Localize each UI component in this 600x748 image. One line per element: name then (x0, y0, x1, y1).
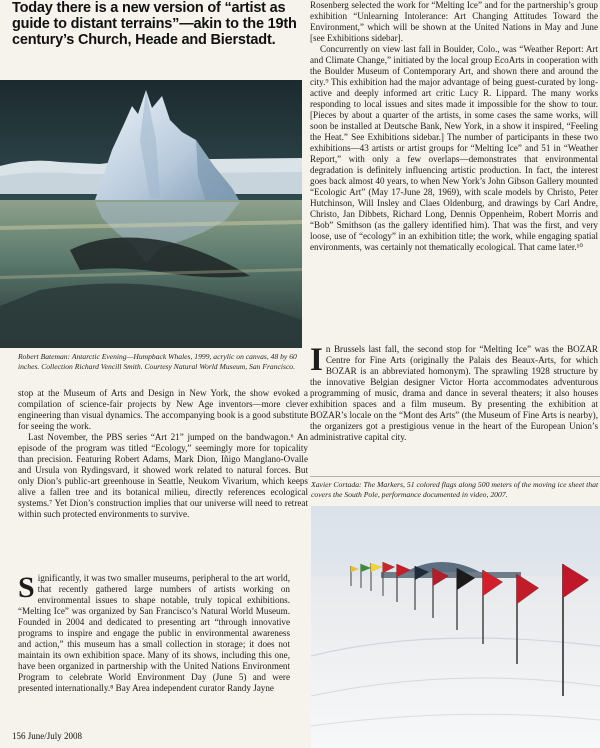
drop-cap: S (18, 571, 35, 604)
markers-flags-photo (311, 506, 600, 748)
divider (310, 476, 600, 477)
pull-quote: Today there is a new version of “artist as guide to distant terrains”—akin to the 19th century’s Church, Heade and Bierstadt. (12, 0, 297, 48)
paragraph: Rosenberg selected the work for “Melting Ice” and for the partnership’s group exhibition “Unlearning Intolerance: Art Changing Attitudes Toward the Environment,” which will be shown at the United Nations in May and June [see Exhibitions sidebar]. (310, 0, 598, 43)
article-column-left-mid (18, 388, 308, 520)
article-column-right-mid (310, 344, 598, 443)
paragraph-text: ignificantly, it was two smaller museums, peripheral to the art world, that recently gathered large numbers of artists working on environmental issues to shape notable, truly topical exhibitions. “Melting Ice” was organized by San Francisco’s Natural World Museum. Founded in 2004 and dedicated to presenting art “through innovative programs to inspire and engage the public in environmental awareness and action,” this museum has a small collection in storage; it does not maintain its own exhibition space. Many of its shows, including this one, have been organized in partnership with the United Nations Environment Program to celebrate World Environment Day (June 5) and were presented internationally.⁸ Bay Area independent curator Randy Jayne (18, 573, 290, 693)
paragraph (310, 344, 598, 443)
article-column-right-top (310, 0, 598, 253)
page-folio: 156 June/July 2008 (12, 731, 83, 741)
painting-caption: Robert Bateman: Antarctic Evening—Humpback Whales, 1999, acrylic on canvas, 48 by 60 inches. Collection Richard Vencill Smith. Courtesy Natural World Museum, San Francisco. (18, 352, 297, 371)
painting-image (0, 80, 302, 348)
article-column-left-bottom (18, 573, 290, 694)
photo-caption: Xavier Cortada: The Markers, 51 colored flags along 500 meters of the moving ice sheet that covers the South Pole, performance documented in video, 2007. (311, 480, 599, 499)
paragraph: Concurrently on view last fall in Boulder, Colo., was “Weather Report: Art and Climate Change,” initiated by the local group EcoArts in cooperation with the Boulder Museum of Contemporary Art, and shown there and around the city.⁹ This exhibition had the major advantage of being guest-curated by long-active and deeply informed art critic Lucy R. Lippard. The many works responding to local issues and sites made it impossible for the show to tour. [Pieces by about a quarter of the artists, in some cases the same works, will soon be installed at Deutsche Bank, New York, in a show it inspired, “Feeling the Heat.” See Exhibitions sidebar.] The number of participants in these two exhibitions—43 artists or artist groups for “Melting Ice” and 51 in “Weather Report,” with only a few overlaps—demonstrates that environmental degradation is definitely influencing artistic production. In fact, the interest goes back almost 40 years, to when New York’s John Gibson Gallery mounted “Ecologic Art” (May 17-June 28, 1969), with scale models by Christo, Peter Hutchinson, Will Insley and Claes Oldenburg, and drawings by Carl Andre, Christo, Jan Dibbets, Richard Long, Dennis Oppenheim, Robert Morris and “Bob” Smithson (as the gallery identified him). That was the first, and very loose, use of “ecology” in an exhibition title; the work, while engaging spatial environments, was certainly not thematically ecological. That came later.¹⁰ (310, 44, 598, 252)
paragraph-text: n Brussels last fall, the second stop for “Melting Ice” was the BOZAR Centre for Fine Arts (originally the Palais des Beaux-Arts, for which BOZAR is an abbreviated homonym). The sprawling 1928 structure by the innovative Belgian designer Victor Horta accommodates adventurous programming of music, drama and dance in several theaters; it also houses exhibition spaces and a film museum. By presenting the exhibition at BOZAR’s locale on the “Mont des Arts” (the Museum of Fine Arts is nearby), the organizers got a prestigious venue in the heart of the European Union’s administrative capital city. (310, 344, 598, 442)
flags-photo (311, 506, 600, 748)
paragraph: Last November, the PBS series “Art 21” jumped on the bandwagon.⁶ An episode of the program was titled “Ecology,” seemingly more for topicality than precision. Featuring Robert Adams, Mark Dion, Iñigo Manglano-Ovalle and Ursula von Rydingsvard, it showed work related to natural forces. But only Dion’s public-art greenhouse in Seattle, Neukom Vivarium, which keeps alive a fallen tree and its botanical milieu, directly references ecological systems.⁷ Yet Dion’s construction implies that our universe will need to retreat within such protected environments to survive. (18, 432, 308, 519)
paragraph (18, 573, 290, 694)
paragraph: stop at the Museum of Arts and Design in New York, the show evoked a compilation of science-fair projects by New Age inventors—more clever engineering than visual dynamics. The accompanying book is a good substitute for seeing the work. (18, 388, 308, 431)
drop-cap: I (310, 342, 323, 378)
antarctic-evening-painting (0, 80, 302, 348)
